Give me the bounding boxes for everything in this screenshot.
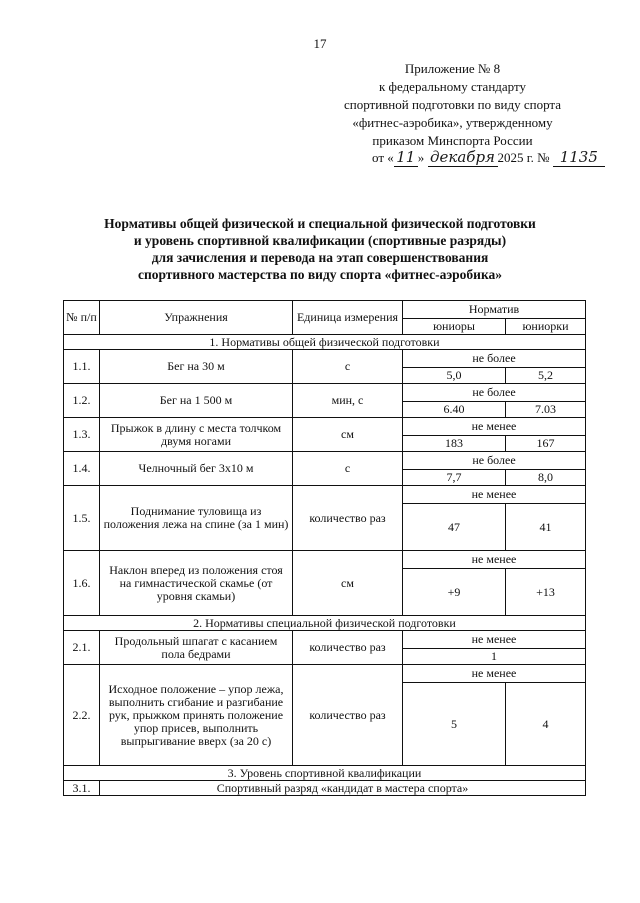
appendix-line: приказом Минспорта России xyxy=(372,133,533,148)
value-juniors-m: 5,0 xyxy=(403,368,506,384)
value-juniors-m: 47 xyxy=(403,504,506,551)
row-exercise: Прыжок в длину с места толчком двумя ногами xyxy=(100,418,293,452)
header-row xyxy=(64,301,586,319)
order-prefix: от « xyxy=(372,150,394,165)
row-condition: не более xyxy=(403,452,586,470)
section-title: 3. Уровень спортивной квалификации xyxy=(64,766,586,781)
order-day: 11 xyxy=(394,148,418,167)
row-num: 1.6. xyxy=(64,551,100,616)
row-unit: с xyxy=(293,350,403,384)
appendix-line: спортивной подготовки по виду спорта xyxy=(343,97,562,112)
section-title: 1. Нормативы общей физической подготовки xyxy=(64,335,586,350)
norms-table xyxy=(63,300,586,796)
value-juniors-m: 5 xyxy=(403,683,506,766)
header-num: № п/п xyxy=(64,301,100,335)
row-condition: не более xyxy=(403,350,586,368)
row-qualification: Спортивный разряд «кандидат в мастера спорта» xyxy=(100,781,586,796)
order-year: 2025 г. № xyxy=(497,150,550,165)
row-exercise: Наклон вперед из положения стоя на гимнастической скамье (от уровня скамьи) xyxy=(100,551,293,616)
table-row xyxy=(64,781,586,796)
row-num: 3.1. xyxy=(64,781,100,796)
table-row xyxy=(64,551,586,569)
section-row xyxy=(64,766,586,781)
value-juniors-m: 183 xyxy=(403,436,506,452)
order-date-line xyxy=(372,148,605,167)
row-num: 1.4. xyxy=(64,452,100,486)
row-num: 1.2. xyxy=(64,384,100,418)
appendix-line: Приложение № 8 xyxy=(404,61,501,76)
value-juniors-f: 5,2 xyxy=(506,368,586,384)
row-unit: см xyxy=(293,418,403,452)
header-unit: Единица измерения xyxy=(293,301,403,335)
document-title xyxy=(60,215,580,283)
title-line: спортивного мастерства по виду спорта «фитнес-аэробика» xyxy=(137,267,503,282)
row-condition: не более xyxy=(403,384,586,402)
row-condition: не менее xyxy=(403,631,586,649)
row-unit: см xyxy=(293,551,403,616)
row-unit: с xyxy=(293,452,403,486)
row-num: 1.5. xyxy=(64,486,100,551)
table-row xyxy=(64,452,586,470)
title-line: для зачисления и перевода на этап совершенствования xyxy=(151,250,489,265)
row-condition: не менее xyxy=(403,665,586,683)
row-exercise: Бег на 30 м xyxy=(100,350,293,384)
appendix-line: «фитнес-аэробика», утвержденному xyxy=(352,115,553,130)
table-row xyxy=(64,350,586,368)
value-juniors-m: 6.40 xyxy=(403,402,506,418)
table-row xyxy=(64,631,586,649)
table-row xyxy=(64,665,586,683)
value-juniors-f: 167 xyxy=(506,436,586,452)
row-unit: количество раз xyxy=(293,665,403,766)
row-unit: количество раз xyxy=(293,486,403,551)
row-unit: мин, с xyxy=(293,384,403,418)
value-juniors-f: 4 xyxy=(506,683,586,766)
title-line: Нормативы общей физической и специальной физической подготовки xyxy=(104,216,536,231)
section-row xyxy=(64,335,586,350)
value-both: 1 xyxy=(403,649,586,665)
row-condition: не менее xyxy=(403,551,586,569)
row-exercise: Бег на 1 500 м xyxy=(100,384,293,418)
order-month: декабря xyxy=(428,148,498,167)
value-juniors-m: 7,7 xyxy=(403,470,506,486)
row-exercise: Поднимание туловища из положения лежа на спине (за 1 мин) xyxy=(100,486,293,551)
section-title: 2. Нормативы специальной физической подготовки xyxy=(64,616,586,631)
order-number: 1135 xyxy=(553,148,605,167)
page-number: 17 xyxy=(313,36,327,51)
value-juniors-f: 41 xyxy=(506,504,586,551)
value-juniors-f: +13 xyxy=(506,569,586,616)
row-exercise: Исходное положение – упор лежа, выполнить сгибание и разгибание рук, прыжком принять положение упор присев, выполнить выпрыгивание вверх (за 20 с) xyxy=(100,665,293,766)
row-num: 1.1. xyxy=(64,350,100,384)
value-juniors-f: 7.03 xyxy=(506,402,586,418)
row-num: 2.1. xyxy=(64,631,100,665)
row-condition: не менее xyxy=(403,418,586,436)
row-num: 2.2. xyxy=(64,665,100,766)
appendix-block xyxy=(340,60,565,150)
row-num: 1.3. xyxy=(64,418,100,452)
section-row xyxy=(64,616,586,631)
header-norm: Норматив xyxy=(403,301,586,319)
appendix-line: к федеральному стандарту xyxy=(378,79,527,94)
value-juniors-m: +9 xyxy=(403,569,506,616)
header-juniors-f: юниорки xyxy=(506,319,586,335)
table-row xyxy=(64,418,586,436)
row-exercise: Продольный шпагат с касанием пола бедрами xyxy=(100,631,293,665)
title-line: и уровень спортивной квалификации (спортивные разряды) xyxy=(133,233,507,248)
table-row xyxy=(64,486,586,504)
row-exercise: Челночный бег 3х10 м xyxy=(100,452,293,486)
order-mid: » xyxy=(417,150,425,165)
header-exercise: Упражнения xyxy=(100,301,293,335)
row-unit: количество раз xyxy=(293,631,403,665)
value-juniors-f: 8,0 xyxy=(506,470,586,486)
header-juniors-m: юниоры xyxy=(403,319,506,335)
table-row xyxy=(64,384,586,402)
row-condition: не менее xyxy=(403,486,586,504)
